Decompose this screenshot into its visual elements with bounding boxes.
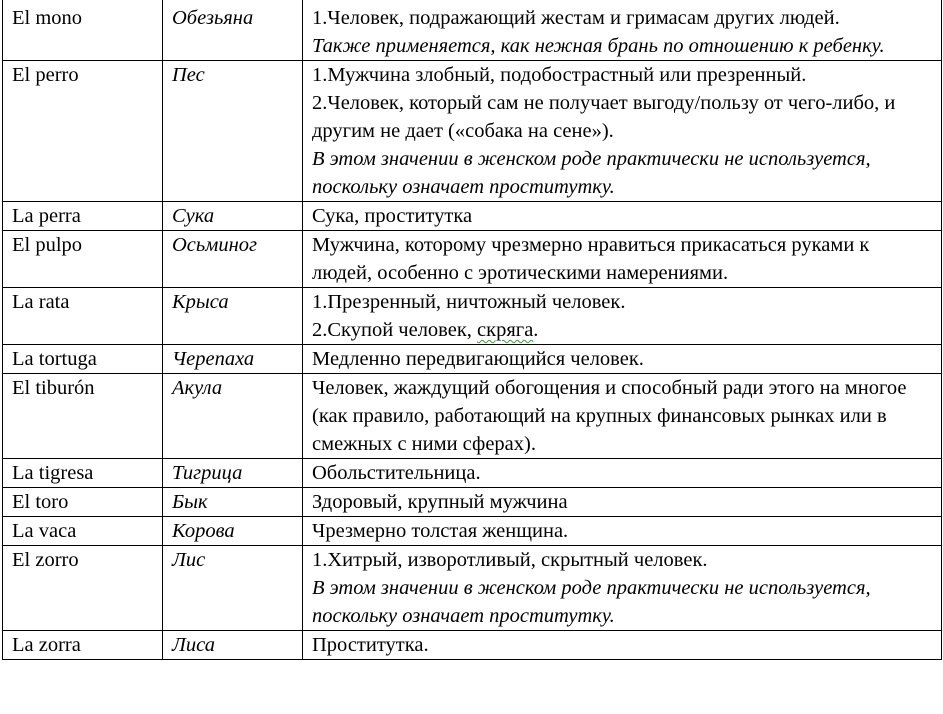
spanish-term: El perro [3,61,163,202]
russian-term: Крыса [163,288,303,345]
russian-term: Пес [163,61,303,202]
spanish-term: El pulpo [3,231,163,288]
table-row [3,202,942,231]
russian-term: Осьминог [163,231,303,288]
russian-term: Корова [163,517,303,546]
spanish-term: La rata [3,288,163,345]
spanish-term: El toro [3,488,163,517]
spanish-term: El mono [3,0,163,61]
meaning-cell [303,517,942,546]
document-page [2,0,941,660]
russian-term: Сука [163,202,303,231]
meaning-cell [303,345,942,374]
table-row [3,345,942,374]
spanish-term: El zorro [3,546,163,631]
russian-term: Лиса [163,631,303,660]
meaning-text: 1.Мужчина злобный, подобострастный или презренный. [312,64,807,86]
spanish-term: La tigresa [3,459,163,488]
vocabulary-table [2,0,942,660]
meaning-text [312,316,933,344]
meaning-text: Чрезмерно толстая женщина. [312,520,569,542]
russian-term: Бык [163,488,303,517]
usage-note: Также применяется, как нежная брань по отношению к ребенку. [312,35,885,57]
meaning-text: Мужчина, которому чрезмерно нравиться прикасаться руками к людей, особенно с эротическими намерениями. [312,234,870,284]
meaning-cell [303,546,942,631]
meaning-cell [303,61,942,202]
usage-note: В этом значении в женском роде практически не используется, поскольку означает проститутку. [312,148,871,198]
table-row [3,517,942,546]
table-row [3,631,942,660]
spanish-term: El tiburón [3,374,163,459]
meaning-text: Человек, жаждущий обогощения и способный ради этого на многое (как правило, работающий на крупных финансовых рынках или в смежных с ними сферах). [312,377,907,455]
table-row [3,288,942,345]
russian-term: Лис [163,546,303,631]
spanish-term: La tortuga [3,345,163,374]
spanish-term: La vaca [3,517,163,546]
meaning-cell [303,202,942,231]
meaning-cell [303,459,942,488]
meaning-cell [303,0,942,61]
meaning-text: 1.Человек, подражающий жестам и гримасам других людей. [312,7,840,29]
table-row [3,546,942,631]
meaning-cell [303,231,942,288]
russian-term: Черепаха [163,345,303,374]
spanish-term: La perra [3,202,163,231]
usage-note: В этом значении в женском роде практически не используется, поскольку означает проститутку. [312,577,871,627]
russian-term: Тигрица [163,459,303,488]
russian-term: Обезьяна [163,0,303,61]
table-row [3,374,942,459]
meaning-text: Медленно передвигающийся человек. [312,348,644,370]
meaning-text: 2.Человек, который сам не получает выгоду/пользу от чего-либо, и другим не дает («собака на сене»). [312,92,896,142]
meaning-text: 1.Хитрый, изворотливый, скрытный человек. [312,549,708,571]
meaning-text: Здоровый, крупный мужчина [312,491,568,513]
table-row [3,488,942,517]
meaning-suffix: . [533,319,539,341]
table-row [3,61,942,202]
meaning-text: 1.Презренный, ничтожный человек. [312,291,626,313]
meaning-cell [303,374,942,459]
meaning-text: Обольстительница. [312,462,481,484]
meaning-cell [303,488,942,517]
table-row [3,459,942,488]
meaning-cell [303,631,942,660]
meaning-text: Сука, проститутка [312,205,473,227]
table-row [3,231,942,288]
spanish-term: La zorra [3,631,163,660]
spellcheck-word: скряга [477,319,534,341]
russian-term: Акула [163,374,303,459]
table-row [3,0,942,61]
meaning-cell [303,288,942,345]
meaning-text: Проститутка. [312,634,429,656]
meaning-prefix: 2.Скупой человек, [312,319,478,341]
